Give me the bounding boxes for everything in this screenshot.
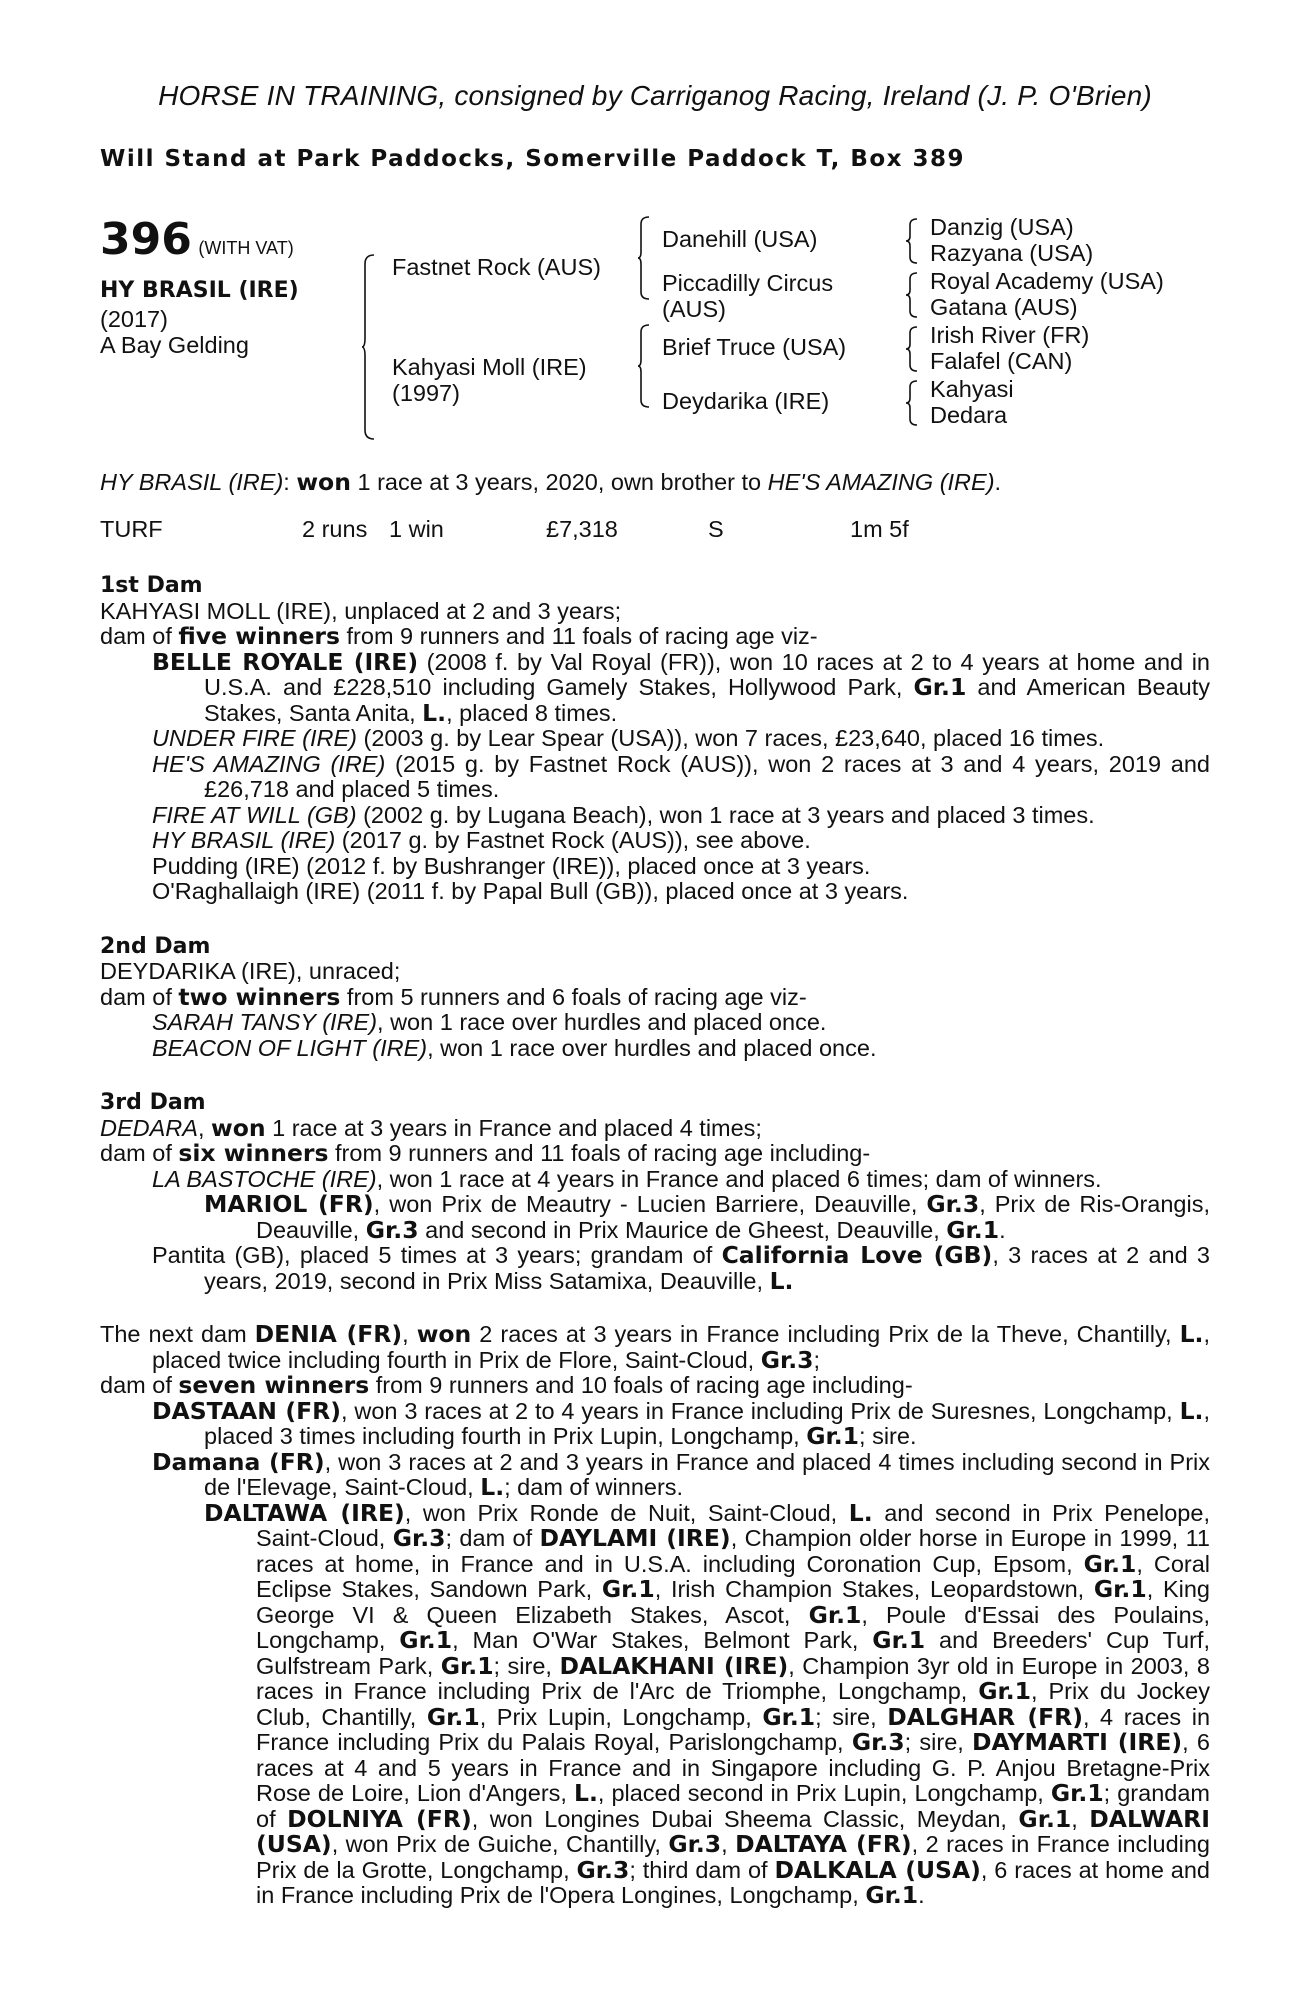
text: , 2 races in France including Prix de la Grotte, Longchamp, bbox=[256, 1831, 1210, 1883]
winners-count: two winners bbox=[178, 982, 341, 1011]
next-dam-section bbox=[100, 1322, 1210, 1909]
grade: Gr.1 bbox=[426, 1702, 480, 1731]
sire-dam-country: (AUS) bbox=[662, 296, 726, 322]
text: , won 1 race over hurdles and placed once. bbox=[427, 1034, 877, 1061]
text: , placed twice including fourth in Prix de Flore, Saint-Cloud, bbox=[152, 1321, 1211, 1373]
pedigree-block bbox=[100, 214, 1210, 450]
text: and Breeders' Cup Turf, Gulfstream Park, bbox=[256, 1627, 1210, 1679]
third-dam-section bbox=[100, 1089, 1210, 1294]
produce-dastaan bbox=[152, 1396, 1210, 1450]
grade: Gr.3 bbox=[851, 1728, 905, 1756]
text: , bbox=[721, 1831, 736, 1857]
produce-name: Damana (FR) bbox=[152, 1447, 325, 1476]
next-dam-intro bbox=[100, 1322, 1210, 1373]
grade: Gr.1 bbox=[978, 1677, 1032, 1705]
record-distance: 1m 5f bbox=[850, 516, 909, 542]
winners-count: five winners bbox=[178, 622, 340, 650]
lot-number: 396 bbox=[100, 214, 192, 265]
dam-name: DEDARA bbox=[100, 1114, 198, 1141]
text: (2003 g. by Lear Spear (USA)), won 7 races, £23,640, placed 16 times. bbox=[356, 725, 1105, 751]
grade: Gr.1 bbox=[762, 1702, 816, 1731]
grade: Gr.1 bbox=[601, 1575, 655, 1603]
produce-damana bbox=[152, 1447, 1211, 1501]
produce-name: California Love (GB) bbox=[721, 1241, 993, 1269]
ggp-dedara: Dedara bbox=[930, 402, 1008, 428]
produce-name: DALTAYA (FR) bbox=[735, 1830, 912, 1858]
text: ; bbox=[813, 1346, 821, 1373]
text: and second in Prix Maurice de Gheest, Deauville, bbox=[418, 1216, 947, 1243]
next-dam-produce-summary bbox=[100, 1373, 1210, 1399]
ggp-kahyasi: Kahyasi bbox=[930, 376, 1014, 402]
produce-name: LA BASTOCHE (IRE) bbox=[152, 1165, 377, 1192]
summary-text: 1 race at 3 years, 2020, own brother to bbox=[350, 469, 768, 495]
produce-hy-brasil bbox=[152, 828, 1210, 854]
text: , won 1 race at 4 years in France and placed 6 times; dam of winners. bbox=[376, 1165, 1102, 1192]
first-dam-intro: KAHYASI MOLL (IRE), unplaced at 2 and 3 years; bbox=[100, 597, 622, 624]
text: ; sire. bbox=[859, 1423, 917, 1449]
grade: L. bbox=[1179, 1396, 1204, 1425]
text: ; dam of winners. bbox=[504, 1474, 684, 1500]
record-code: S bbox=[708, 516, 724, 542]
grade: Gr.1 bbox=[872, 1626, 926, 1654]
text: , placed 3 times including fourth in Prix Lupin, Longchamp, bbox=[204, 1397, 1210, 1449]
dam-name: Kahyasi Moll (IRE) bbox=[392, 354, 587, 380]
text: , 6 races at home and in France including Prix de l'Opera Longines, Longchamp, bbox=[256, 1856, 1210, 1908]
vat-label: (WITH VAT) bbox=[198, 238, 294, 258]
text: , Man O'War Stakes, Belmont Park, bbox=[452, 1627, 873, 1653]
sire-name: Fastnet Rock (AUS) bbox=[392, 254, 601, 280]
text: . bbox=[999, 1216, 1006, 1243]
produce-under-fire bbox=[152, 726, 1210, 752]
text: , 6 races at 4 and 5 years in France and in Singapore including G. P. Anjou Bretagne-Prix Rose de Loire, Lion d'Angers, bbox=[256, 1729, 1210, 1806]
summary-brother: HE'S AMAZING (IRE) bbox=[767, 469, 995, 495]
produce-name: SARAH TANSY (IRE) bbox=[152, 1009, 378, 1035]
grade: Gr.3 bbox=[576, 1855, 630, 1884]
dam-sire: Brief Truce (USA) bbox=[662, 334, 847, 360]
ggp-brace-4 bbox=[906, 380, 918, 426]
ggp-brace-3 bbox=[906, 326, 918, 372]
text: , won Prix de Meautry - Lucien Barriere, Deauville, bbox=[373, 1191, 927, 1217]
text: from 5 runners and 6 foals of racing age viz- bbox=[340, 983, 807, 1010]
text: dam of bbox=[100, 1372, 179, 1398]
lot-number-line bbox=[100, 216, 294, 264]
text: , won 3 races at 2 and 3 years in France and placed 4 times including second in Prix de l'Elevage, Saint-Cloud, bbox=[204, 1448, 1211, 1500]
text: , bbox=[402, 1321, 417, 1347]
dam-dam: Deydarika (IRE) bbox=[662, 388, 830, 414]
text: ; sire, bbox=[815, 1703, 888, 1730]
third-dam-produce-summary bbox=[100, 1141, 1210, 1167]
text: (2002 g. by Lugana Beach), won 1 race at 3 years and placed 3 times. bbox=[356, 801, 1095, 828]
produce-mariol bbox=[204, 1192, 1210, 1243]
record-surface: TURF bbox=[100, 516, 163, 542]
produce-name: HE'S AMAZING (IRE) bbox=[152, 750, 386, 777]
text: (2008 f. by Val Royal (FR)), won 10 races at 2 to 4 years at home and in U.S.A. and £228,510 including Gamely Stakes, Hollywood Park, bbox=[204, 648, 1210, 700]
text: dam of bbox=[100, 983, 179, 1010]
grade: Gr.3 bbox=[392, 1524, 446, 1552]
text: , Poule d'Essai des Poulains, Longchamp, bbox=[256, 1601, 1210, 1653]
winners-count: seven winners bbox=[178, 1371, 370, 1399]
text: from 9 runners and 11 foals of racing age viz- bbox=[339, 623, 818, 649]
won: won bbox=[416, 1320, 472, 1348]
record-earnings: £7,318 bbox=[546, 516, 618, 542]
winners-count: six winners bbox=[178, 1139, 329, 1167]
text: Pantita (GB), placed 5 times at 3 years; grandam of bbox=[152, 1242, 722, 1268]
produce-oraghallaigh: O'Raghallaigh (IRE) (2011 f. by Papal Bull (GB)), placed once at 3 years. bbox=[152, 878, 909, 904]
sire-parents-brace bbox=[638, 216, 650, 300]
text: , Prix de Ris-Orangis, Deauville, bbox=[256, 1191, 1210, 1243]
ggp-razyana: Razyana (USA) bbox=[930, 240, 1094, 266]
text: 1 race at 3 years in France and placed 4 times; bbox=[265, 1114, 762, 1141]
first-dam-section bbox=[100, 572, 1210, 905]
produce-pudding: Pudding (IRE) (2012 f. by Bushranger (IRE)), placed once at 3 years. bbox=[152, 852, 871, 879]
text: , Coral Eclipse Stakes, Sandown Park, bbox=[256, 1550, 1211, 1602]
text: and American Beauty Stakes, Santa Anita, bbox=[204, 674, 1210, 726]
text: , placed 8 times. bbox=[446, 699, 618, 726]
second-dam-produce-summary bbox=[100, 982, 1210, 1011]
sire-dam: Piccadilly Circus bbox=[662, 270, 834, 296]
grade: Gr.3 bbox=[365, 1215, 419, 1244]
text: , Prix Lupin, Longchamp, bbox=[479, 1703, 763, 1730]
second-dam-intro: DEYDARIKA (IRE), unraced; bbox=[100, 958, 401, 984]
text: , 4 races in France including Prix du Palais Royal, Parislongchamp, bbox=[256, 1703, 1211, 1755]
produce-name: UNDER FIRE (IRE) bbox=[152, 725, 357, 751]
text: , placed second in Prix Lupin, Longchamp, bbox=[597, 1780, 1051, 1806]
sire-sire: Danehill (USA) bbox=[662, 226, 818, 252]
first-dam-heading: 1st Dam bbox=[100, 573, 203, 598]
record-wins: 1 win bbox=[389, 516, 444, 542]
text: 2 races at 3 years in France including Prix de la Theve, Chantilly, bbox=[471, 1321, 1180, 1347]
produce-name: DASTAAN (FR) bbox=[152, 1396, 341, 1425]
grade: Gr.1 bbox=[1083, 1549, 1137, 1578]
grade: Gr.1 bbox=[913, 673, 967, 701]
text: , Irish Champion Stakes, Leopardstown, bbox=[654, 1576, 1094, 1602]
produce-beacon-of-light bbox=[152, 1036, 1210, 1062]
produce-name: DOLNIYA (FR) bbox=[287, 1804, 472, 1833]
produce-name: DALKALA (USA) bbox=[774, 1855, 981, 1884]
text: ; grandam of bbox=[256, 1780, 1210, 1832]
text: (2017 g. by Fastnet Rock (AUS)), see above. bbox=[335, 827, 811, 853]
text: (2015 g. by Fastnet Rock (AUS)), won 2 races at 3 and 4 years, 2019 and £26,718 and placed 5 times. bbox=[204, 750, 1210, 802]
ggp-falafel: Falafel (CAN) bbox=[930, 348, 1073, 374]
grade: L. bbox=[769, 1266, 794, 1295]
ggp-gatana: Gatana (AUS) bbox=[930, 294, 1078, 320]
third-dam-intro bbox=[100, 1113, 1210, 1142]
grade: Gr.1 bbox=[946, 1215, 1000, 1244]
text: ; third dam of bbox=[629, 1856, 775, 1883]
grade: Gr.1 bbox=[865, 1881, 919, 1909]
summary-horse: HY BRASIL (IRE) bbox=[100, 469, 284, 495]
produce-fire-at-will bbox=[152, 803, 1210, 829]
horse-name: HY BRASIL (IRE) bbox=[100, 278, 299, 303]
grade: L. bbox=[573, 1779, 598, 1807]
produce-name: FIRE AT WILL (GB) bbox=[152, 801, 357, 828]
text: , Champion 3yr old in Europe in 2003, 8 races in France including Prix de l'Arc de Triomphe, Longchamp, bbox=[256, 1652, 1211, 1704]
grade: L. bbox=[422, 698, 447, 727]
ggp-danzig: Danzig (USA) bbox=[930, 214, 1074, 240]
won: won bbox=[211, 1113, 266, 1142]
text: ; sire, bbox=[493, 1652, 560, 1679]
horse-description: A Bay Gelding bbox=[100, 332, 249, 358]
text: from 9 runners and 10 foals of racing age including- bbox=[369, 1372, 913, 1398]
grade: L. bbox=[480, 1473, 505, 1501]
text: ; sire, bbox=[904, 1729, 973, 1755]
grade: Gr.1 bbox=[440, 1651, 494, 1680]
stand-location: Will Stand at Park Paddocks, Somerville Paddock T, Box 389 bbox=[100, 146, 966, 172]
text: , won Prix de Guiche, Chantilly, bbox=[331, 1831, 669, 1857]
text: ; dam of bbox=[445, 1525, 540, 1551]
text: , Champion older horse in Europe in 1999, 11 races at home, in France and in U.S.A. including Coronation Cup, Epsom, bbox=[256, 1525, 1210, 1577]
grade: L. bbox=[848, 1498, 873, 1527]
text: , Prix du Jockey Club, Chantilly, bbox=[256, 1678, 1210, 1730]
grade: Gr.1 bbox=[1050, 1779, 1104, 1807]
produce-belle-royale bbox=[152, 647, 1210, 727]
produce-name: DALGHAR (FR) bbox=[887, 1702, 1083, 1731]
produce-name: HY BRASIL (IRE) bbox=[152, 827, 336, 853]
grade: Gr.1 bbox=[808, 1600, 862, 1629]
text: from 9 runners and 11 foals of racing age including- bbox=[328, 1140, 871, 1166]
text: , won 1 race over hurdles and placed once. bbox=[377, 1009, 827, 1035]
produce-name: DALAKHANI (IRE) bbox=[559, 1651, 789, 1680]
text: and second in Prix Penelope, Saint-Cloud, bbox=[256, 1499, 1210, 1551]
page-title: HORSE IN TRAINING, consigned by Carriganog Racing, Ireland (J. P. O'Brien) bbox=[158, 80, 1152, 111]
dam-name: DENIA (FR) bbox=[254, 1320, 403, 1348]
grade: Gr.1 bbox=[1018, 1804, 1072, 1833]
race-summary bbox=[100, 468, 1210, 496]
produce-la-bastoche bbox=[152, 1167, 1210, 1193]
grade: L. bbox=[1179, 1320, 1204, 1348]
produce-pantita bbox=[152, 1243, 1210, 1294]
record-runs: 2 runs bbox=[302, 516, 368, 542]
text: , won Prix Ronde de Nuit, Saint-Cloud, bbox=[404, 1499, 849, 1526]
produce-sarah-tansy bbox=[152, 1010, 1210, 1036]
grade: Gr.3 bbox=[668, 1830, 722, 1858]
ggp-brace-2 bbox=[906, 272, 918, 318]
horse-year: (2017) bbox=[100, 306, 168, 332]
produce-name: DAYLAMI (IRE) bbox=[539, 1524, 731, 1552]
produce-name: DALTAWA (IRE) bbox=[204, 1498, 405, 1527]
produce-name: BEACON OF LIGHT (IRE) bbox=[152, 1034, 428, 1061]
produce-daltawa bbox=[204, 1498, 1211, 1909]
second-dam-heading: 2nd Dam bbox=[100, 933, 211, 959]
text: , 3 races at 2 and 3 years, 2019, second in Prix Miss Satamixa, Deauville, bbox=[204, 1242, 1210, 1294]
grade: Gr.1 bbox=[806, 1422, 860, 1450]
ggp-royal-academy: Royal Academy (USA) bbox=[930, 268, 1164, 294]
produce-name: DAYMARTI (IRE) bbox=[972, 1728, 1183, 1756]
text: dam of bbox=[100, 1140, 179, 1166]
produce-hes-amazing bbox=[152, 752, 1210, 803]
produce-name: BELLE ROYALE (IRE) bbox=[152, 647, 419, 676]
first-dam-produce-summary bbox=[100, 624, 1210, 650]
ggp-brace-1 bbox=[906, 218, 918, 264]
grade: Gr.1 bbox=[1093, 1575, 1147, 1603]
sire-dam-brace bbox=[362, 254, 376, 440]
text: , won Longines Dubai Sheema Classic, Meydan, bbox=[471, 1805, 1019, 1832]
dam-parents-brace bbox=[638, 324, 650, 408]
third-dam-heading: 3rd Dam bbox=[100, 1090, 206, 1115]
summary-end: . bbox=[994, 469, 1002, 495]
produce-name: DALWARI (USA) bbox=[256, 1804, 1210, 1858]
text: dam of bbox=[100, 623, 179, 649]
text: . bbox=[918, 1882, 925, 1908]
dam-year: (1997) bbox=[392, 380, 460, 406]
summary-colon: : bbox=[283, 469, 290, 495]
text: , won 3 races at 2 to 4 years in France including Prix de Suresnes, Longchamp, bbox=[341, 1397, 1180, 1424]
text: , bbox=[1071, 1805, 1090, 1832]
produce-name: MARIOL (FR) bbox=[204, 1190, 374, 1218]
grade: Gr.1 bbox=[399, 1626, 453, 1654]
ggp-irish-river: Irish River (FR) bbox=[930, 322, 1090, 348]
grade: Gr.3 bbox=[760, 1345, 814, 1374]
text: The next dam bbox=[100, 1321, 255, 1347]
grade: Gr.3 bbox=[926, 1190, 980, 1218]
text: , bbox=[197, 1114, 211, 1141]
text: , King George VI & Queen Elizabeth Stakes, Ascot, bbox=[256, 1576, 1210, 1628]
catalogue-page bbox=[100, 80, 1210, 1937]
race-record bbox=[100, 516, 1210, 550]
summary-won: won bbox=[296, 468, 351, 496]
second-dam-section bbox=[100, 933, 1210, 1062]
